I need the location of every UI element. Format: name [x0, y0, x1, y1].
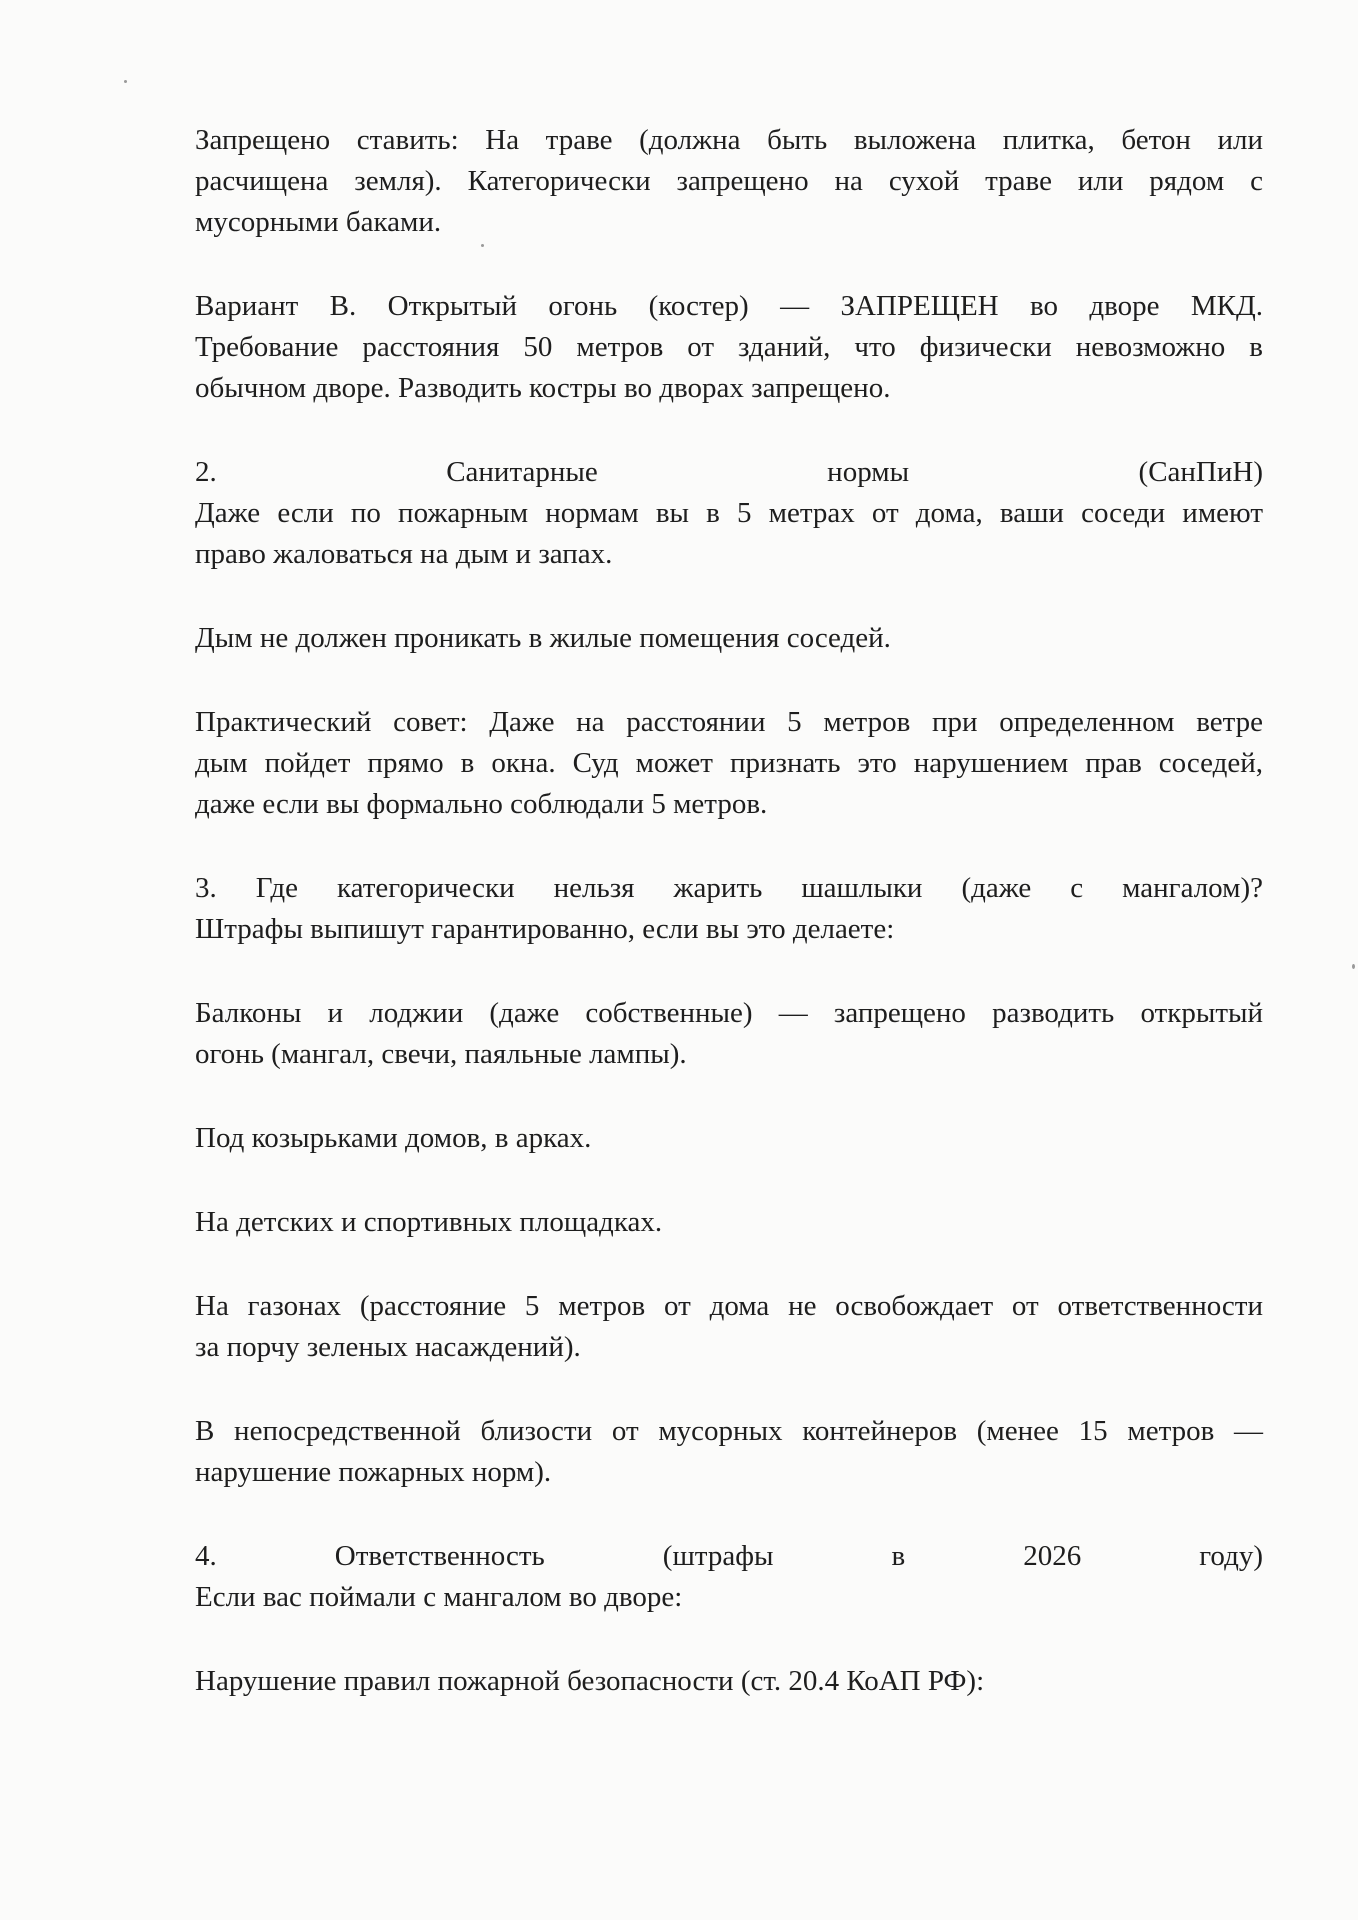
text-line: даже если вы формально соблюдали 5 метров.: [195, 788, 768, 820]
text-line: нарушение пожарных норм).: [195, 1456, 552, 1488]
paragraph-spacer: [195, 575, 1263, 618]
text-line: Практический совет: Даже на расстоянии 5 метров при определенном ветре: [195, 706, 1263, 738]
text-line: Штрафы выпишут гарантированно, если вы это делаете:: [195, 913, 895, 945]
text-line: Нарушение правил пожарной безопасности (ст. 20.4 КоАП РФ):: [195, 1665, 985, 1697]
paragraph-spacer: [195, 825, 1263, 868]
text-line: 4. Ответственность (штрафы в 2026 году): [195, 1540, 1263, 1572]
paragraph-spacer: [195, 1075, 1263, 1118]
text-line: Запрещено ставить: На траве (должна быть выложена плитка, бетон или: [195, 124, 1263, 156]
paragraph: [195, 618, 1263, 659]
text-line: 2. Санитарные нормы (СанПиН): [195, 456, 1263, 488]
text-line: мусорными баками.: [195, 206, 442, 238]
text-line: Требование расстояния 50 метров от зданий, что физически невозможно в: [195, 331, 1263, 363]
text-line: расчищена земля). Категорически запрещено на сухой траве или рядом с: [195, 165, 1263, 197]
paragraph-spacer: [195, 659, 1263, 702]
text-line: дым пойдет прямо в окна. Суд может признать это нарушением прав соседей,: [195, 747, 1263, 779]
text-line: Даже если по пожарным нормам вы в 5 метрах от дома, ваши соседи имеют: [195, 497, 1263, 529]
scan-speck: [1352, 964, 1355, 969]
paragraph: [195, 452, 1263, 575]
paragraph-spacer: [195, 1493, 1263, 1536]
text-line: Балконы и лоджии (даже собственные) — запрещено разводить открытый: [195, 997, 1263, 1029]
paragraph: [195, 1661, 1263, 1702]
paragraph-spacer: [195, 950, 1263, 993]
text-line: В непосредственной близости от мусорных контейнеров (менее 15 метров —: [195, 1415, 1263, 1447]
paragraph-spacer: [195, 1159, 1263, 1202]
text-line: обычном дворе. Разводить костры во дворах запрещено.: [195, 372, 891, 404]
paragraph-spacer: [195, 1618, 1263, 1661]
paragraph: [195, 1286, 1263, 1368]
paragraph: [195, 120, 1263, 243]
document-body: [195, 120, 1263, 1702]
paragraph-spacer: [195, 1368, 1263, 1411]
text-line: Вариант В. Открытый огонь (костер) — ЗАПРЕЩЕН во дворе МКД.: [195, 290, 1263, 322]
paragraph: [195, 1118, 1263, 1159]
text-line: Под козырьками домов, в арках.: [195, 1122, 592, 1154]
paragraph: [195, 702, 1263, 825]
scan-speck: [124, 80, 127, 83]
text-line: Дым не должен проникать в жилые помещения соседей.: [195, 622, 891, 654]
text-line: огонь (мангал, свечи, паяльные лампы).: [195, 1038, 687, 1070]
paragraph: [195, 1536, 1263, 1618]
paragraph: [195, 286, 1263, 409]
text-line: за порчу зеленых насаждений).: [195, 1331, 581, 1363]
text-line: право жаловаться на дым и запах.: [195, 538, 613, 570]
paragraph-spacer: [195, 1243, 1263, 1286]
text-line: 3. Где категорически нельзя жарить шашлыки (даже с мангалом)?: [195, 872, 1263, 904]
text-line: На газонах (расстояние 5 метров от дома не освобождает от ответственности: [195, 1290, 1263, 1322]
paragraph: [195, 868, 1263, 950]
text-line: Если вас поймали с мангалом во дворе:: [195, 1581, 683, 1613]
paragraph-spacer: [195, 243, 1263, 286]
paragraph: [195, 1202, 1263, 1243]
paragraph: [195, 1411, 1263, 1493]
text-line: На детских и спортивных площадках.: [195, 1206, 663, 1238]
paragraph-spacer: [195, 409, 1263, 452]
paragraph: [195, 993, 1263, 1075]
